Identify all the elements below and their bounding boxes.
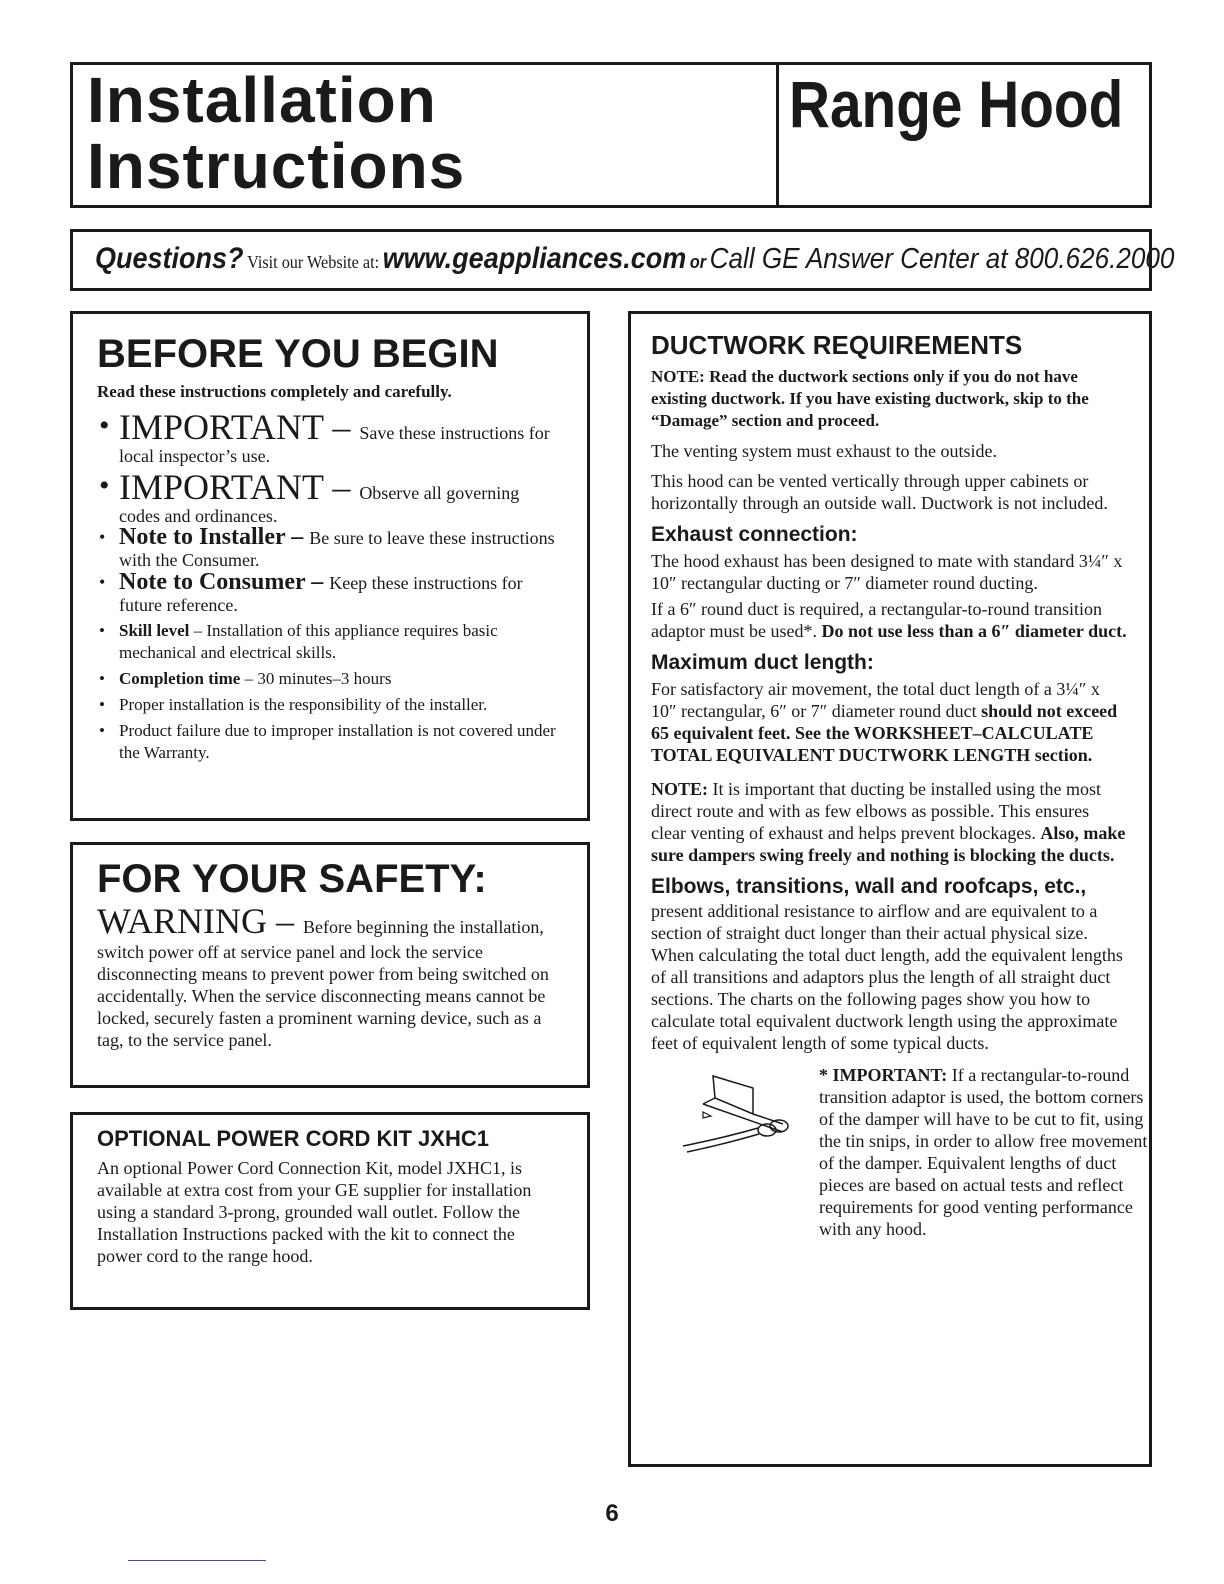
list-item xyxy=(97,694,563,716)
list-item: • Note to Consumer – Keep these instructions for future reference. xyxy=(97,571,563,616)
max-length-heading: Maximum duct length: xyxy=(651,651,874,674)
important-note xyxy=(819,1064,1149,1240)
item-key: IMPORTANT xyxy=(119,467,324,507)
product-name: Range Hood xyxy=(789,67,1124,141)
note2-key: NOTE: xyxy=(651,779,709,799)
item-text: Keep these instructions for future reference. xyxy=(119,573,523,615)
max-length-paragraph xyxy=(651,678,1127,766)
footer-rule xyxy=(128,1560,266,1561)
warning-paragraph: WARNING – Before beginning the installation, switch power off at service panel and lock the service disconnecting means to prevent power from being switched on accidentally. When the service disconnecting means cannot be locked, securely fasten a prominent warning device, such as a tag, to the service panel. xyxy=(97,901,549,1050)
ductwork-section xyxy=(628,311,1152,1467)
damper-illustration-icon xyxy=(663,1068,803,1158)
before-list xyxy=(97,408,563,764)
questions-bar xyxy=(70,229,1175,291)
questions-label: Questions? xyxy=(95,242,244,275)
item-text: Be sure to leave these instructions with the Consumer. xyxy=(119,528,555,570)
exhaust-p2 xyxy=(651,598,1127,642)
max-length-text: For satisfactory air movement, the total duct length of a 3¼″ x 10″ rectangular, 6″ or 7″ diameter round duct xyxy=(651,679,1100,721)
call-text: Call GE Answer Center at 800.626.2000 xyxy=(709,243,1175,275)
item-key: Skill level xyxy=(119,621,190,640)
item-key: Completion time xyxy=(119,669,241,688)
list-item: • IMPORTANT – Observe all governing codes and ordinances. xyxy=(97,468,563,526)
list-item: • Skill level – Installation of this appliance requires basic mechanical and electrical skills. xyxy=(97,620,563,664)
important-text: If a rectangular-to-round transition adaptor is used, the bottom corners of the damper will have to be cut to fit, using the tin snips, in order to allow free movement of the damper. Equivalent lengths of duct pieces are based on actual tests and reflect requirements for good venting performance with any hood. xyxy=(819,1065,1148,1239)
header-product-box xyxy=(776,62,1152,208)
list-item: • Completion time – 30 minutes–3 hours xyxy=(97,668,563,690)
power-cord-text: An optional Power Cord Connection Kit, model JXHC1, is available at extra cost from your GE supplier for installation using a standard 3-prong, grounded wall outlet. Follow the Installation Instructions packed with the kit to connect the power cord to the range hood. xyxy=(97,1158,532,1266)
item-text: 30 minutes–3 hours xyxy=(257,669,392,688)
or-text: or xyxy=(689,252,707,272)
section-heading: BEFORE YOU BEGIN xyxy=(97,332,499,376)
item-key: Note to Consumer xyxy=(119,569,306,595)
damper-figure-row xyxy=(651,1064,1148,1296)
item-text: Save these instructions for local inspector’s use. xyxy=(119,423,550,466)
important-key: * IMPORTANT: xyxy=(819,1065,948,1085)
elbows-heading: Elbows, transitions, wall and roofcaps, etc., xyxy=(651,875,1087,898)
item-key: Note to Installer xyxy=(119,524,286,550)
list-item: • Note to Installer – Be sure to leave these instructions with the Consumer. xyxy=(97,526,563,571)
ductwork-heading: DUCTWORK REQUIREMENTS xyxy=(651,330,1023,360)
item-text: Product failure due to improper installation is not covered under the Warranty. xyxy=(119,721,556,762)
item-key: IMPORTANT xyxy=(119,407,324,447)
ductwork-p1: The venting system must exhaust to the outside. xyxy=(651,441,997,461)
ductwork-p2: This hood can be vented vertically through upper cabinets or horizontally through an outside wall. Ductwork is not included. xyxy=(651,471,1108,513)
item-text: Installation of this appliance requires basic mechanical and electrical skills. xyxy=(119,621,498,662)
note2-paragraph xyxy=(651,778,1127,866)
power-cord-heading: OPTIONAL POWER CORD KIT JXHC1 xyxy=(97,1126,489,1151)
before-you-begin-section xyxy=(70,311,590,821)
list-item: • IMPORTANT – Save these instructions for local inspector’s use. xyxy=(97,408,563,466)
note2-bold: Also, make sure dampers swing freely and nothing is blocking the ducts. xyxy=(651,823,1126,865)
safety-section xyxy=(70,842,590,1088)
exhaust-p2-text: If a 6″ round duct is required, a rectangular-to-round transition adaptor must be used*. xyxy=(651,599,1102,641)
power-cord-section xyxy=(70,1112,590,1310)
exhaust-p2-bold: Do not use less than a 6″ diameter duct. xyxy=(821,621,1127,641)
header-title-box xyxy=(70,62,779,208)
list-item xyxy=(97,720,563,764)
safety-heading: FOR YOUR SAFETY: xyxy=(97,857,487,901)
visit-text: Visit our Website at: xyxy=(247,252,380,272)
item-text: Proper installation is the responsibility of the installer. xyxy=(119,695,488,714)
ductwork-note: NOTE: Read the ductwork sections only if you do not have existing ductwork. If you have existing ductwork, skip to the “Damage” section and proceed. xyxy=(651,367,1089,430)
website-link[interactable]: www.geappliances.com xyxy=(382,242,687,275)
elbows-paragraph: present additional resistance to airflow and are equivalent to a section of straight duct longer than their actual physical size. When calculating the total duct length, add the equivalent lengths of all transitions and adaptors plus the length of all straight duct sections. The charts on the following pages show you how to calculate total equivalent ductwork length using the approximate feet of equivalent length of some typical ducts. xyxy=(651,901,1123,1053)
document-title xyxy=(87,64,466,202)
max-length-bold: should not exceed 65 equivalent feet. See the WORKSHEET–CALCULATE TOTAL EQUIVALENT DUCTWORK LENGTH section. xyxy=(651,701,1118,765)
item-text: Observe all governing codes and ordinances. xyxy=(119,483,520,526)
section-subtitle: Read these instructions completely and carefully. xyxy=(97,382,452,401)
title-line-2: Instructions xyxy=(87,130,466,202)
exhaust-p1: The hood exhaust has been designed to mate with standard 3¼″ x 10″ rectangular ducting or 7″ diameter round ducting. xyxy=(651,551,1123,593)
warning-key: WARNING xyxy=(97,901,267,941)
warning-text: Before beginning the installation, switch power off at service panel and lock the service disconnecting means to prevent power from being switched on accidentally. When the service disconnecting means cannot be locked, securely fasten a prominent warning device, such as a tag, to the service panel. xyxy=(97,917,549,1050)
note2-text: It is important that ducting be installed using the most direct route and with as few elbows as possible. This ensures clear venting of exhaust and helps prevent blockages. xyxy=(651,779,1101,843)
title-line-1: Installation xyxy=(87,64,437,136)
exhaust-heading: Exhaust connection: xyxy=(651,523,858,546)
page-number: 6 xyxy=(605,1500,619,1527)
